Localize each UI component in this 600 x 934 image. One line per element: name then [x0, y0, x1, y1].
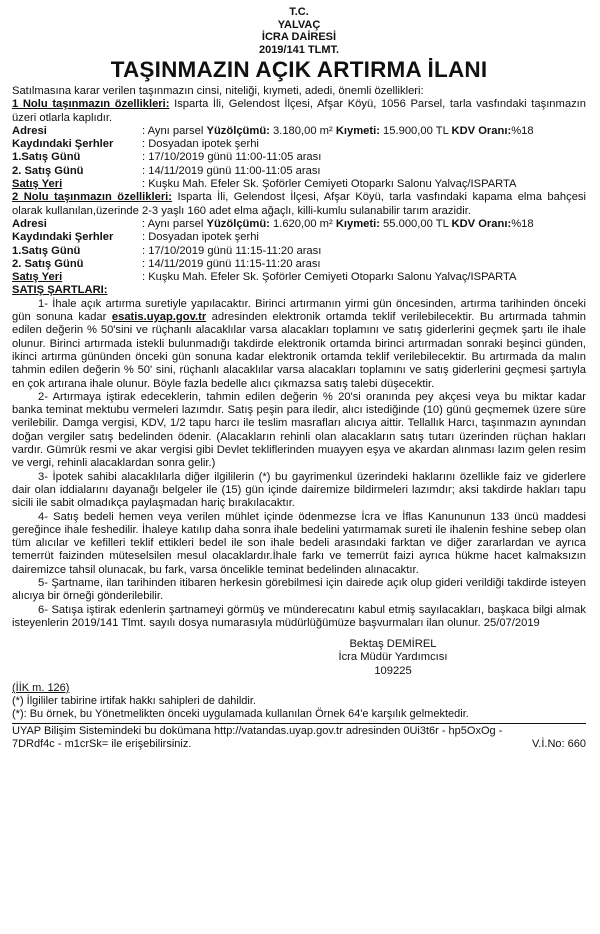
footer-line-2: 7DRdf4c - m1crSk= ile erişebilirsiniz. — [12, 738, 192, 751]
condition-1: 1- İhale açık artırma suretiyle yapılacaktır. Birinci artırmanın yirmi gün öncesinden, artırma tarihinden önceki gün sonuna kadar esatis.uyap.gov.tr adresinden elektronik ortamda teklif verilebilecektir. Bu artırmada tahmin edilen değerin % 50'sini ve rüçhanlı alacaklılar varsa alacakları toplamını ve satış giderlerini geçmek şartı ile ihale olunur. Birinci artırmada istekli bulunmadığı takdirde elektronik ortamda birinci artırmadan sonraki beşinci günden, ikinci artırma gününden önceki gün sonuna kadar elektronik ortamda teklif verilebilecektir. Bu artırmada da malın tahmin edilen değerin % 50' sini, rüçhanlı alacaklılar varsa alacakları toplamını ve satış giderlerini geçmesi şartıyla en çok artırana ihale olunur. Böyle fazla bedelle alıcı çıkmazsa satış talebi düşecektir. — [12, 297, 586, 390]
property-1-address-row — [12, 125, 586, 138]
header-office: İCRA DAİRESİ — [261, 31, 337, 43]
intro-text: Satılmasına karar verilen taşınmazın cinsi, niteliği, kıymeti, adedi, önemli özellikleri: — [12, 85, 424, 97]
property-1-text: Isparta İli, Gelendost İlçesi, Afşar Köyü, 1056 Parsel, tarla vasfındaki taşınmazın üzeri otlarla kaplıdır. — [12, 98, 586, 124]
property-2-sale1-value: : 17/10/2019 günü 11:15-11:20 arası — [142, 244, 322, 257]
property-2-sale1-label: 1.Satış Günü — [12, 244, 81, 257]
property-1-sale1-row — [12, 151, 586, 164]
condition-2: 2- Artırmaya iştirak edeceklerin, tahmin edilen değerin % 20'si oranında pey akçesi veya bu miktar kadar banka teminat mektubu vermeleri lazımdır. Satış peşin para iledir, alıcı istediğinde (10) günü geçmemek üzere süre verilebilir. Damga vergisi, KDV, 1/2 tapu harcı ile teslim masrafları alıcıya aittir. Tellallık Harcı, taşınmazın aynından doğan vergiler satış bedelinden ödenir. (Alacakların rehinli olan alacakların satış tutarı üzerinden rüçhan hakları vardır. Gümrük resmi ve akar vergisi gibi Devlet tekliflerinden muayyen eşya ve akardan alınması lazım gelen resim ve vergi, rehinli alacaklardan sonra gelir.) — [12, 390, 586, 470]
property-2-heading: 2 Nolu taşınmazın özellikleri: — [12, 191, 173, 204]
header-country: T.C. — [289, 6, 309, 18]
signature-block — [12, 638, 586, 678]
property-2-sale2-label: 2. Satış Günü — [12, 257, 84, 270]
property-1-place-value: : Kuşku Mah. Efeler Sk. Şoförler Cemiyeti Otoparkı Salonu Yalvaç/ISPARTA — [142, 178, 517, 191]
property-1-registry-value: : Dosyadan ipotek şerhi — [142, 138, 259, 151]
signature-name: Bektaş DEMİREL — [349, 638, 437, 651]
property-2-sale1-row — [12, 245, 586, 258]
property-2-address-value: : Aynı parsel — [142, 217, 207, 230]
property-2-place-value: : Kuşku Mah. Efeler Sk. Şoförler Cemiyeti Otoparkı Salonu Yalvaç/ISPARTA — [142, 271, 517, 284]
footnote-1: (*) İlgililer tabirine irtifak hakkı sahipleri de dahildir. — [12, 695, 256, 708]
header-file-number: 2019/141 TLMT. — [258, 43, 340, 56]
property-2-area-value: 1.620,00 m² — [269, 217, 336, 230]
signature-title: İcra Müdür Yardımcısı — [338, 651, 448, 664]
property-2-registry-row — [12, 231, 586, 244]
property-1-registry-row — [12, 138, 586, 151]
property-2-registry-value: : Dosyadan ipotek şerhi — [142, 231, 259, 244]
property-2-value-label: Kıymeti: — [335, 217, 380, 230]
property-2-place-row — [12, 271, 586, 284]
condition-4: 4- Satış bedeli hemen veya verilen mühlet içinde ödenmezse İcra ve İflas Kanununun 133 üncü maddesi gereğince ihale feshedilir. İhaleye katılıp daha sonra ihale bedelini yatırmamak sureti ile ihalenin feshine sebep olan tüm alıcılar ve kefilleri teklif ettikleri bedel ile son ihale bedeli arasındaki farktan ve diğer zararlardan ve ayrıca temerrüt faizinden müteselsilen mesul olacaklardır.İhale farkı ve temerrüt faizi ayrıca hükme hacet kalmaksızın dairemizce tahsil olunacak, bu fark, varsa öncelikle teminat bedelinden alınacaktır. — [12, 510, 586, 576]
property-1-sale1-value: : 17/10/2019 günü 11:00-11:05 arası — [142, 151, 322, 164]
property-1-address-label: Adresi — [12, 124, 47, 137]
property-1-sale2-label: 2. Satış Günü — [12, 164, 84, 177]
property-1-vat-label: KDV Oranı: — [451, 124, 512, 137]
property-2-sale2-row — [12, 258, 586, 271]
property-2-value-value: 55.000,00 TL — [379, 217, 452, 230]
property-2-vat-label: KDV Oranı: — [451, 217, 512, 230]
page-title: TAŞINMAZIN AÇIK ARTIRMA İLANI — [110, 57, 488, 82]
property-1-vat-value: %18 — [511, 124, 534, 137]
footnote-2: (*): Bu örnek, bu Yönetmelikten önceki uygulamada kullanılan Örnek 64'e karşılık gelmektedir. — [12, 708, 469, 721]
footer-line-1: UYAP Bilişim Sistemindeki bu dokümana http://vatandas.uyap.gov.tr adresinden 0Ui3t6r - hp5OxOg - — [12, 725, 503, 738]
condition-3: 3- İpotek sahibi alacaklılarla diğer ilgililerin (*) bu gayrimenkul üzerindeki haklarını özellikle faiz ve giderlere dair olan iddialarını dayanağı belgeler ile (15) gün içinde dairemize bildirmeleri lazımdır; aksi takdirde hakları tapu sicili ile sabit olmadıkça paylaşmadan hariç bırakılacaktır. — [12, 470, 586, 510]
property-1-sale1-label: 1.Satış Günü — [12, 151, 81, 164]
header-district: YALVAÇ — [277, 18, 321, 31]
footer-block — [12, 725, 586, 751]
signature-number: 109225 — [374, 664, 412, 677]
condition-5: 5- Şartname, ilan tarihinden itibaren herkesin görebilmesi için dairede açık olup gideri verildiği takdirde isteyen alıcıya bir örneği gönderilebilir. — [12, 576, 586, 603]
legal-reference: (İİK m. 126) — [12, 682, 70, 695]
condition-6: 6- Satışa iştirak edenlerin şartnameyi görmüş ve münderecatını kabul etmiş sayılacakları, başkaca bilgi almak isteyenlerin 2019/141 Tlmt. sayılı dosya numarasıyla müdürlüğümüze başvurmaları ilan olunur. 25/07/2019 — [12, 603, 586, 629]
property-1-address-value: : Aynı parsel — [142, 124, 207, 137]
conditions-heading: SATIŞ ŞARTLARI: — [12, 284, 108, 297]
property-1-value-label: Kıymeti: — [335, 124, 380, 137]
property-2-address-row — [12, 218, 586, 231]
footer-divider — [12, 723, 586, 724]
property-1-place-label: Satış Yeri — [12, 178, 63, 191]
property-1-value-value: 15.900,00 TL — [379, 124, 452, 137]
property-1-area-label: Yüzölçümü: — [206, 124, 270, 137]
property-2-description — [12, 191, 586, 218]
property-2-registry-label: Kaydındaki Şerhler — [12, 231, 114, 244]
footnotes-block — [12, 682, 586, 721]
property-2-area-label: Yüzölçümü: — [206, 217, 270, 230]
property-1-area-value: 3.180,00 m² — [269, 124, 336, 137]
property-2-place-label: Satış Yeri — [12, 271, 63, 284]
property-2-sale2-value: : 14/11/2019 günü 11:15-11:20 arası — [142, 257, 321, 270]
property-1-registry-label: Kaydındaki Şerhler — [12, 138, 114, 151]
property-1-sale2-row — [12, 165, 586, 178]
property-2-address-label: Adresi — [12, 217, 47, 230]
esatis-link[interactable]: esatis.uyap.gov.tr — [111, 311, 207, 324]
property-1-sale2-value: : 14/11/2019 günü 11:00-11:05 arası — [142, 164, 321, 177]
property-1-description — [12, 98, 586, 125]
property-1-heading: 1 Nolu taşınmazın özellikleri: — [12, 98, 170, 111]
header-block — [12, 6, 586, 56]
property-2-vat-value: %18 — [511, 217, 534, 230]
property-2-text: Isparta İli, Gelendost İlçesi, Afşar Köyü, tarla vasfındaki kapama elma bahçesi olarak kullanılan,üzerinde 2-3 yaşlı 160 adet elma ağaçlı, killi-kumlu sulanabilir tarım arazidir. — [12, 191, 586, 217]
property-1-place-row — [12, 178, 586, 191]
footer-vi-number: V.İ.No: 660 — [531, 738, 586, 751]
